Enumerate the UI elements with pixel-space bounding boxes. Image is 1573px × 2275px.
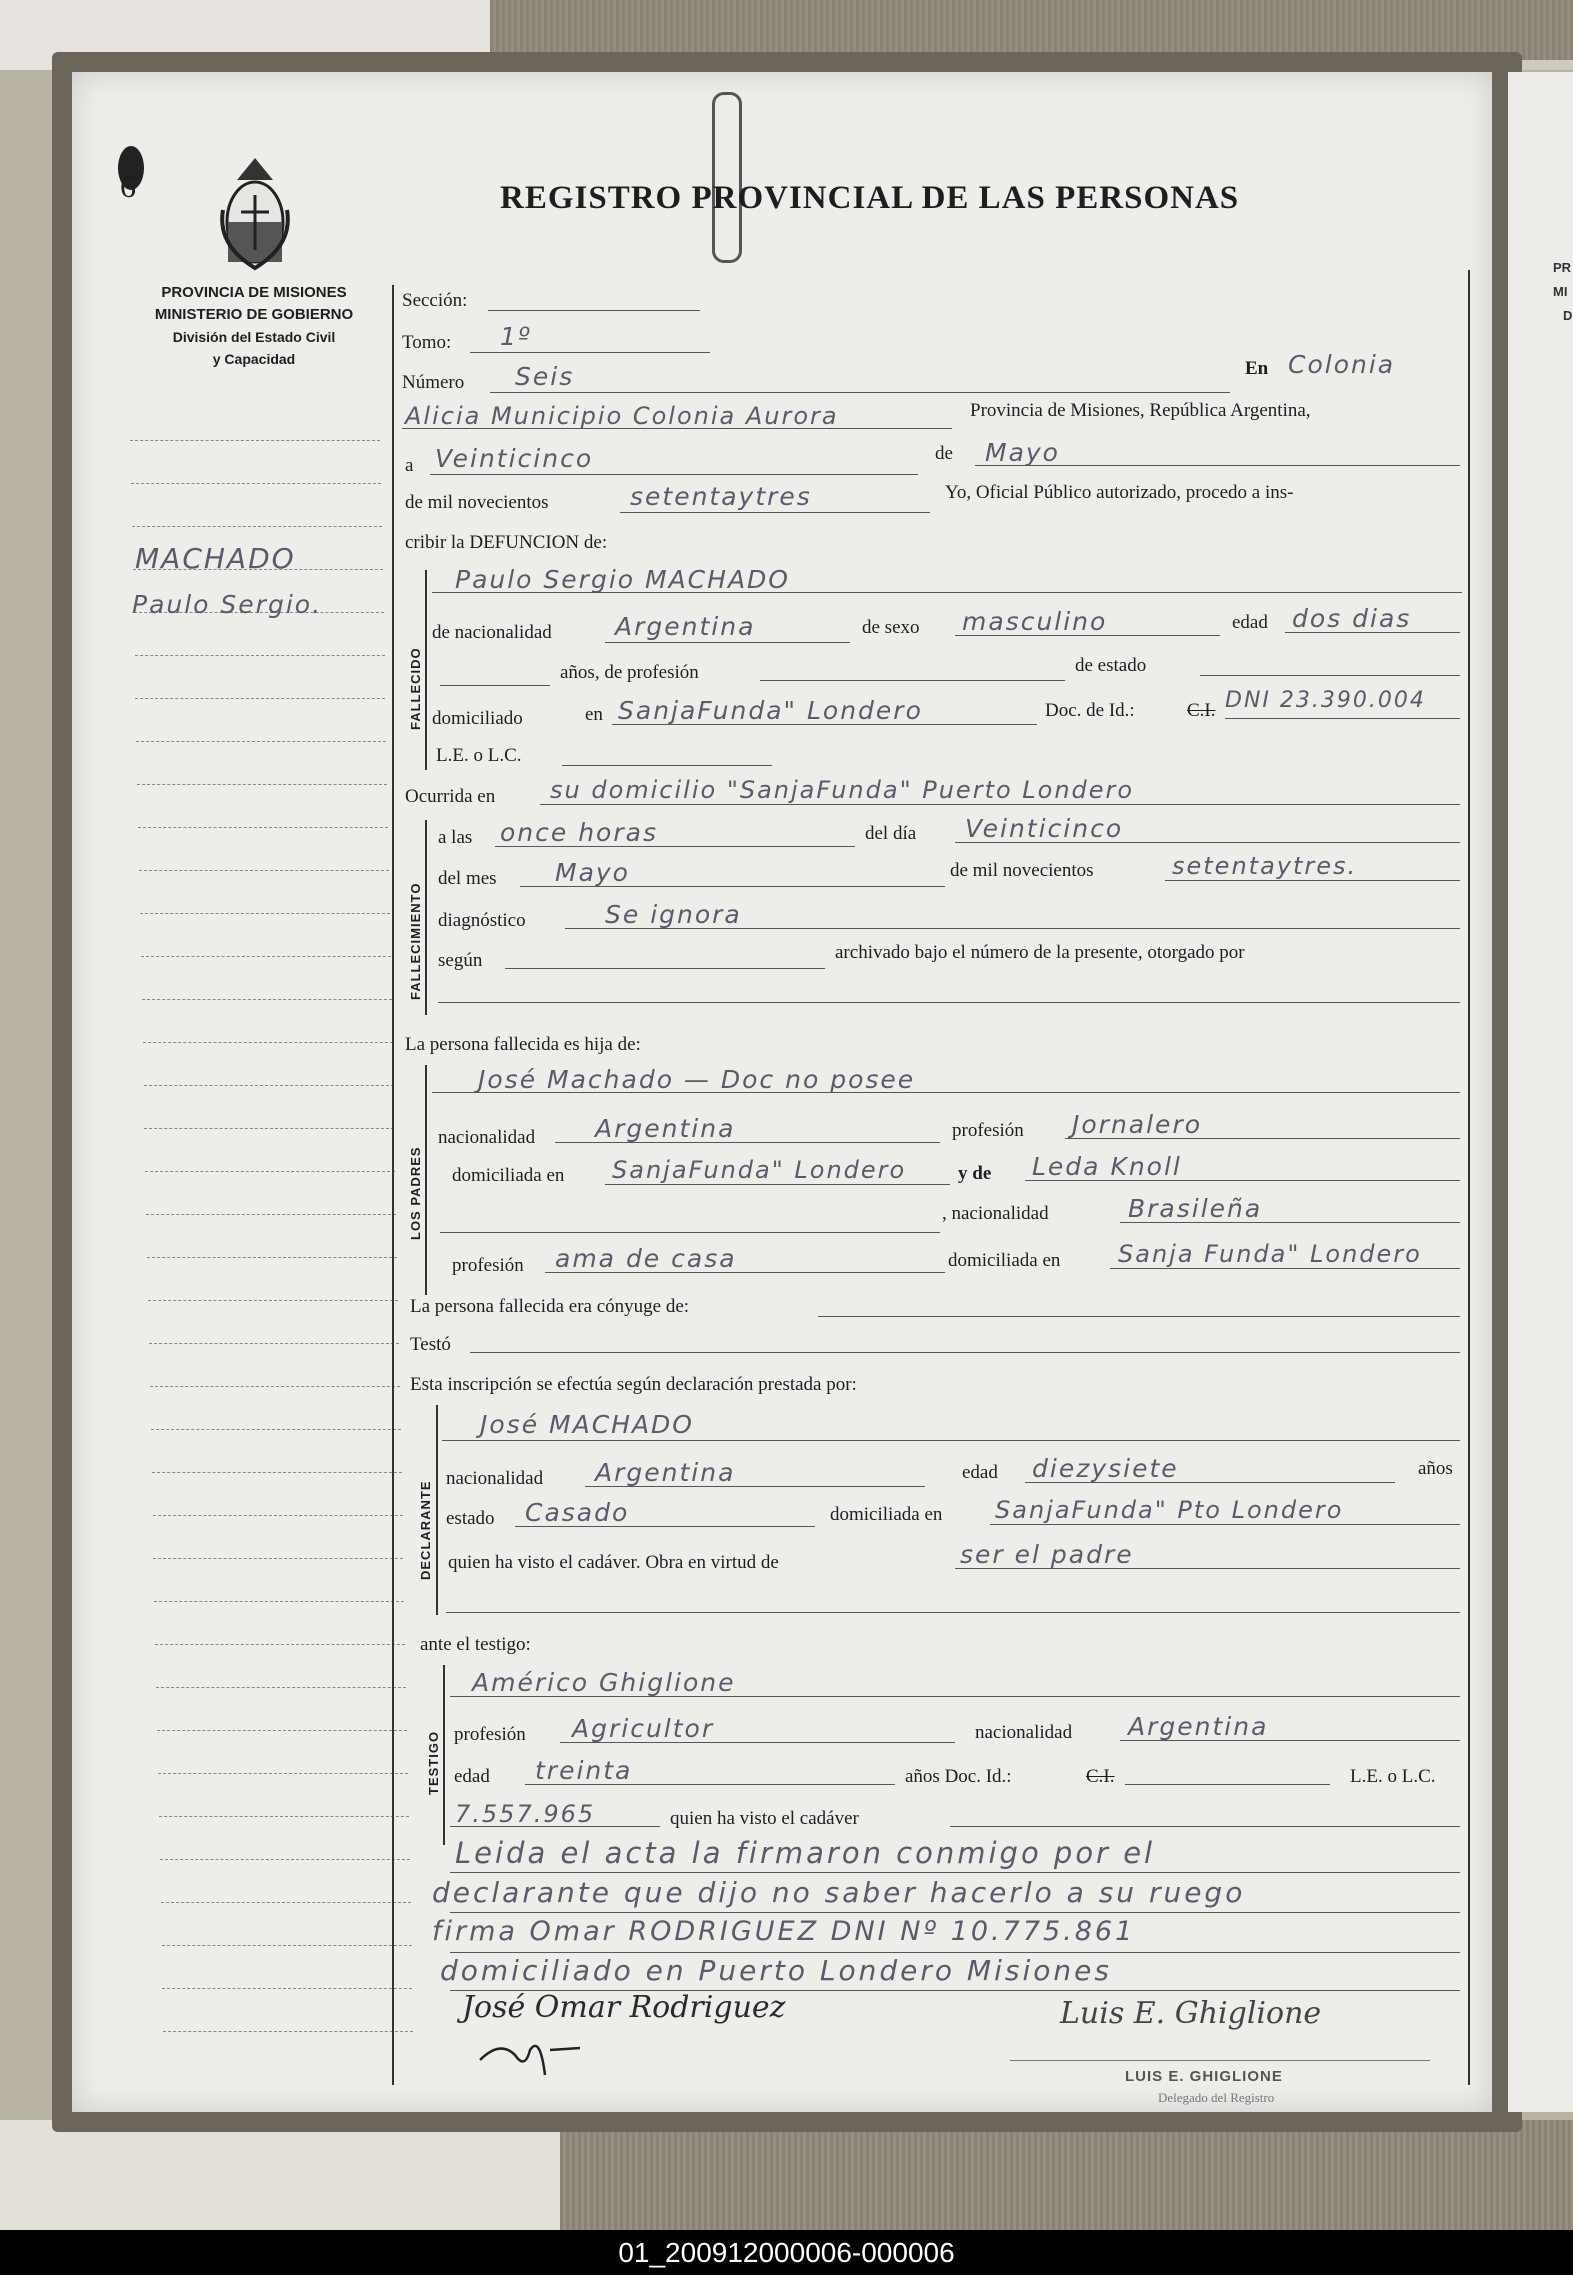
margin-ruled-line [150,1386,400,1387]
testigo-edad-value: treinta [535,1756,633,1785]
declarante-anos-label: años [1418,1458,1453,1479]
padres-domiciliada-label: domiciliada en [452,1165,565,1186]
numero-value: Seis [515,362,575,391]
testigo-bracket [443,1665,445,1845]
line [450,1952,1460,1953]
margin-ruled-line [160,1859,410,1860]
line [470,1352,1460,1353]
declarante-intro: Esta inscripción se efectúa según declaración prestada por: [410,1374,857,1395]
place-line [402,428,952,429]
line [1110,1268,1460,1269]
fallecido-name: Paulo Sergio MACHADO [455,565,790,594]
margin-ruled-line [153,1515,403,1516]
line [1225,718,1460,719]
line [990,1524,1460,1525]
page-title: REGISTRO PROVINCIAL DE LAS PERSONAS [500,180,1240,216]
line [520,886,945,887]
margin-ruled-line [149,1343,399,1344]
padres-domiciliada2-value: Sanja Funda" Londero [1118,1240,1422,1268]
de-label: de [935,443,953,464]
margin-ruled-line [162,1945,412,1946]
margin-ruled-line [138,827,388,828]
line [562,765,772,766]
father-name: José Machado — Doc no posee [478,1065,916,1094]
padres-profesion2-value: ama de casa [555,1244,737,1273]
line [560,1742,955,1743]
line [1120,1222,1460,1223]
declarante-estado-label: estado [446,1508,495,1529]
hora-label: a las [438,827,473,848]
domicilio-en-label: en [585,704,603,725]
margin-ruled-line [153,1558,403,1559]
closing-line-3: firma Omar RODRIGUEZ DNI Nº 10.775.861 [432,1916,1136,1947]
y-de-label: y de [958,1163,992,1184]
testigo-anos-doc-label: años Doc. Id.: [905,1766,1012,1787]
line [1285,632,1460,633]
line [1200,675,1460,676]
padres-intro: La persona fallecida es hija de: [405,1034,641,1055]
tomo-value: 1º [500,322,532,351]
signature-delegado: Luis E. Ghiglione [1060,1996,1322,2031]
testigo-intro: ante el testigo: [420,1634,531,1655]
margin-ruled-line [155,1644,405,1645]
margin-ruled-line [159,1816,409,1817]
signature-scribble [470,2030,590,2090]
padres-profesion2-label: profesión [452,1255,524,1276]
margin-ruled-line [157,1730,407,1731]
margin-ruled-line [144,1128,394,1129]
line [955,1568,1460,1569]
issuing-office [120,282,388,370]
margin-ruled-line [161,1902,411,1903]
year-value: setentaytres [630,482,812,511]
line [450,1826,660,1827]
domicilio-label: domiciliado [432,708,523,729]
day-line [430,474,918,475]
ocurrida-label: Ocurrida en [405,786,496,807]
line [818,1316,1460,1317]
declarante-name: José MACHADO [480,1410,694,1439]
provincia-text: Provincia de Misiones, República Argentina, [970,400,1311,421]
margin-ruled-line [130,440,380,441]
oficial-text: Yo, Oficial Público autorizado, procedo a ins- [945,482,1294,503]
adjacent-page-fragment: D [1563,308,1573,323]
numero-line [490,392,1230,393]
padres-nacionalidad-label: nacionalidad [438,1127,536,1148]
margin-ruled-line [135,698,385,699]
line [612,724,1037,725]
page-number: 6 [120,168,136,204]
fallecimiento-section-label: FALLECIMIENTO [408,882,423,1000]
padres-domiciliada-value: SanjaFunda" Londero [612,1156,907,1184]
margin-ruled-line [154,1601,404,1602]
month-value: Mayo [985,438,1060,467]
org-line: División del Estado Civil [172,329,336,345]
mes-label: del mes [438,868,497,889]
testigo-profesion-value: Agricultor [572,1714,715,1743]
declarante-nacionalidad-label: nacionalidad [446,1468,544,1489]
margin-ruled-line [141,956,391,957]
form-right-border [1468,270,1470,2085]
declarante-cadaver-value: ser el padre [960,1540,1134,1569]
edad-value: dos dias [1292,604,1412,633]
adjacent-page-fragment: PR [1553,260,1572,275]
domicilio-value: SanjaFunda" Londero [618,696,923,725]
archivado-text: archivado bajo el número de la presente, otorgado por [835,942,1245,963]
coat-of-arms-icon [215,150,295,275]
margin-ruled-line [132,526,382,527]
doc-type: C.I. [1187,700,1216,721]
adjacent-page [1508,72,1573,2112]
declarante-estado-value: Casado [525,1498,630,1527]
margin-ruled-line [144,1085,394,1086]
org-line: PROVINCIA DE MISIONES [161,284,347,301]
margin-ruled-line [163,2031,413,2032]
inscribir-text: cribir la DEFUNCION de: [405,532,608,553]
adjacent-page-fragment: MI [1553,284,1568,299]
declarante-section-label: DECLARANTE [418,1480,433,1580]
line [565,928,1460,929]
tomo-label: Tomo: [402,332,452,353]
ocurrida-value: su domicilio "SanjaFunda" Puerto Londero [550,776,1135,804]
diagnostico-value: Se ignora [605,900,742,929]
closing-line-2: declarante que dijo no saber hacerlo a su ruego [432,1876,1246,1909]
signature-declarante: José Omar Rodriguez [462,1990,786,2025]
segun-label: según [438,950,483,971]
sexo-value: masculino [962,607,1108,636]
padres-section-label: LOS PADRES [408,1146,423,1240]
testigo-nacionalidad-label: nacionalidad [975,1722,1073,1743]
sexo-label: de sexo [862,617,920,638]
padres-nacionalidad-value: Argentina [595,1114,736,1143]
declarante-edad-label: edad [962,1462,998,1483]
line [585,1486,925,1487]
le-lc-label: L.E. o L.C. [436,745,522,766]
closing-line-4: domiciliado en Puerto Londero Misiones [440,1954,1112,1987]
line [1025,1482,1395,1483]
testigo-ci-label: C.I. [1086,1766,1115,1787]
mes-value: Mayo [555,858,630,887]
margin-ruled-line [147,1257,397,1258]
margin-ruled-line [142,999,392,1000]
fallecido-name-line [432,592,1462,593]
anio-label: de mil novecientos [950,860,1094,881]
fallecimiento-bracket [425,820,427,1015]
dia-value: Veinticinco [965,814,1124,843]
margin-ruled-line [158,1773,408,1774]
margin-ruled-line [143,1042,393,1043]
line [540,804,1460,805]
stamp-name: LUIS E. GHIGLIONE [1125,2068,1283,2085]
testigo-cadaver-label: quien ha visto el cadáver [670,1808,859,1829]
anio-value: setentaytres. [1172,852,1358,880]
dia-label: del día [865,823,917,844]
line [605,642,850,643]
diagnostico-label: diagnóstico [438,910,526,931]
month-line [975,465,1460,466]
fallecido-section-label: FALLECIDO [408,647,423,730]
hora-value: once horas [500,818,658,847]
seccion-line [488,310,700,311]
form-left-border [392,285,394,2085]
line [955,635,1220,636]
background-bottom-left [0,2120,560,2230]
declarante-bracket [436,1405,438,1615]
org-line: y Capacidad [212,351,296,367]
org-line: MINISTERIO DE GOBIERNO [154,306,354,323]
line [1165,880,1460,881]
line [495,846,855,847]
line [432,1092,1460,1093]
margin-ruled-line [151,1429,401,1430]
declarante-cadaver-label: quien ha visto el cadáver. Obra en virtud de [448,1552,779,1573]
margin-given-names: Paulo Sergio. [132,590,323,619]
declarante-edad-value: diezysiete [1032,1454,1179,1483]
line [545,1272,945,1273]
padres-domiciliada2-label: domiciliada en [948,1250,1061,1271]
line [760,680,1065,681]
margin-ruled-line [139,870,389,871]
line [450,1872,1460,1873]
testigo-section-label: TESTIGO [426,1730,441,1795]
margin-ruled-line [152,1472,402,1473]
margin-ruled-line [156,1687,406,1688]
background-cloth-bottom [560,2120,1573,2230]
estado-label: de estado [1075,655,1147,676]
year-prefix: de mil novecientos [405,492,549,513]
fallecido-bracket [425,570,427,770]
line [505,968,825,969]
line [515,1526,815,1527]
tomo-line [470,352,710,353]
place-value: Alicia Municipio Colonia Aurora [405,402,839,430]
padres-nacionalidad2-value: Brasileña [1128,1194,1263,1223]
background-cloth-top [490,0,1573,60]
testigo-name: Américo Ghiglione [472,1668,736,1697]
margin-ruled-line [146,1214,396,1215]
line [446,1612,1460,1613]
margin-ruled-line [145,1171,395,1172]
margin-ruled-line [136,741,386,742]
declarante-domiciliada-value: SanjaFunda" Pto Londero [995,1496,1344,1524]
year-line [620,512,930,513]
line [1025,1180,1460,1181]
line [1065,1138,1460,1139]
conyuge-label: La persona fallecida era cónyuge de: [410,1296,690,1317]
line [450,1912,1460,1913]
doc-label: Doc. de Id.: [1045,700,1135,721]
line [955,842,1460,843]
testigo-doc-value: 7.557.965 [455,1800,596,1828]
testigo-nacionalidad-value: Argentina [1128,1712,1269,1741]
padres-bracket [425,1065,427,1295]
paper-clip [712,92,742,263]
line [1125,1784,1330,1785]
margin-ruled-line [135,655,385,656]
en-label: En [1245,358,1269,379]
anos-profesion-label: años, de profesión [560,662,699,683]
line [450,1696,1460,1697]
padres-profesion-value: Jornalero [1072,1110,1203,1139]
seccion-label: Sección: [402,290,468,311]
line [555,1142,940,1143]
line [440,685,550,686]
padres-profesion-label: profesión [952,1120,1024,1141]
testigo-edad-label: edad [454,1766,490,1787]
line [442,1440,1460,1441]
line [950,1826,1460,1827]
margin-ruled-line [148,1300,398,1301]
line [605,1184,950,1185]
mother-name: Leda Knoll [1032,1152,1182,1181]
testigo-profesion-label: profesión [454,1724,526,1745]
margin-ruled-line [137,784,387,785]
doc-value: DNI 23.390.004 [1225,688,1426,713]
line [438,1002,1460,1003]
testigo-le-lc-label: L.E. o L.C. [1350,1766,1436,1787]
declarante-nacionalidad-value: Argentina [595,1458,736,1487]
day-value: Veinticinco [435,444,594,473]
padres-nacionalidad2-label: , nacionalidad [942,1203,1049,1224]
fallecido-nacionalidad-label: de nacionalidad [432,622,552,643]
numero-label: Número [402,372,465,393]
line [440,1232,940,1233]
a-label: a [405,455,414,476]
margin-ruled-line [140,913,390,914]
line [525,1784,895,1785]
image-caption: 01_200912000006-000006 [0,2230,1573,2275]
margin-ruled-line [162,1988,412,1989]
margin-ruled-line [131,483,381,484]
en-value: Colonia [1288,350,1396,379]
line [1120,1740,1460,1741]
fallecido-nacionalidad-value: Argentina [615,612,756,641]
testo-label: Testó [410,1334,451,1355]
closing-line-1: Leida el acta la firmaron conmigo por el [455,1836,1156,1870]
margin-surname: MACHADO [135,542,296,575]
declarante-domiciliada-label: domiciliada en [830,1504,943,1525]
signature-line [1010,2060,1430,2061]
stamp-title: Delegado del Registro [1158,2090,1275,2105]
edad-label: edad [1232,612,1268,633]
